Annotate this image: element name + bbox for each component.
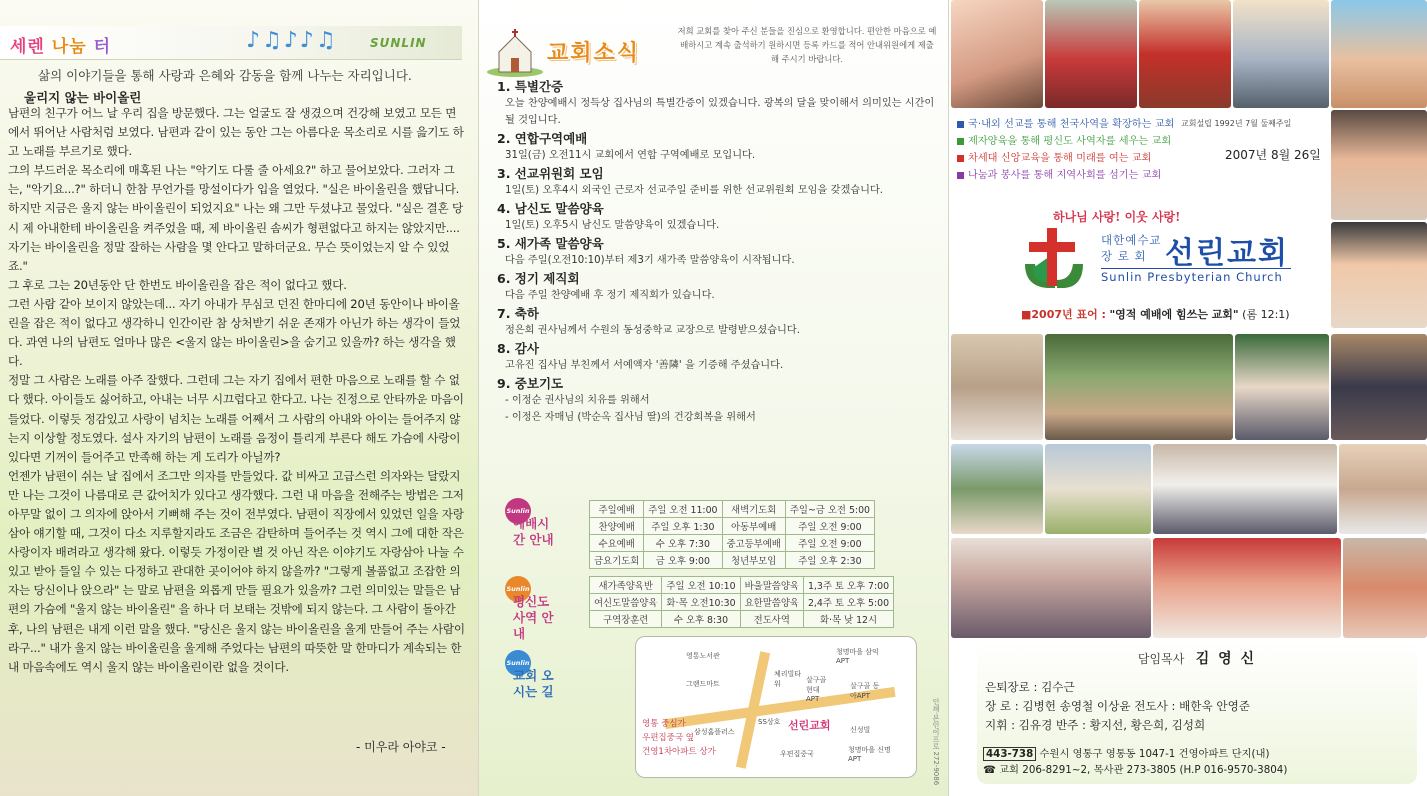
table-cell: 주일 오전 11:00 [644, 501, 722, 518]
worship-badge [505, 498, 557, 584]
essay-paragraph: 그 후로 그는 20년동안 단 한번도 바이올린을 잡은 적이 없다고 했다. [8, 277, 347, 292]
news-heading: 7. 축하 [497, 306, 539, 321]
table-cell: 전도사역 [740, 611, 803, 628]
title-part-1: 세렌 [10, 37, 45, 57]
address-text: 수원시 영통구 영통동 1047-1 건영아파트 단지(내) [1039, 748, 1270, 760]
table-cell: 1,3주 토 오후 7:00 [803, 577, 893, 594]
list-item [497, 340, 937, 374]
photo [1331, 222, 1427, 328]
training-table [589, 576, 894, 628]
sunlin-badge-icon: Sunlin [505, 498, 531, 524]
church-building-icon [485, 28, 545, 78]
map-label: 살구골 현대APT [806, 676, 827, 703]
list-item [957, 133, 1174, 150]
news-heading: 9. 중보기도 [497, 376, 564, 391]
photo [951, 0, 1043, 108]
photo [1233, 0, 1329, 108]
purpose-text: 나눔과 봉사를 통해 지역사회를 섬기는 교회 [968, 170, 1162, 181]
table-cell: 화·목 낮 12시 [803, 611, 893, 628]
photo [1331, 110, 1427, 220]
essay-heading: 울리지 않는 바이올린 [24, 90, 142, 105]
essay-intro: 삶의 이야기들을 통해 사랑과 은혜와 감동을 함께 나누는 자리입니다. [38, 68, 412, 83]
news-list [497, 78, 937, 427]
motto-reference: (롬 12:1) [1242, 308, 1290, 321]
table-row [590, 518, 875, 535]
table-cell: 구역장훈련 [590, 611, 662, 628]
essay-signature: - 미우라 아야코 - [356, 740, 446, 754]
sunlin-badge-icon: Sunlin [505, 576, 531, 602]
table-cell: 주일 오전 9:00 [785, 518, 874, 535]
table-cell: 요한말씀양육 [740, 594, 803, 611]
photo [1045, 0, 1137, 108]
map-label: 우편집중국 [780, 750, 814, 758]
list-item [497, 200, 937, 234]
list-item [497, 235, 937, 269]
staff-line: 은퇴장로 : 김수근 [985, 680, 1075, 694]
photo [1139, 0, 1231, 108]
news-body: 다음 주일 찬양예배 후 정기 제직회가 있습니다. [505, 290, 715, 301]
table-cell: 아동부예배 [722, 518, 785, 535]
map-label: 그랜드마트 [686, 680, 720, 688]
bulletin-date: 2007년 8월 26일 [1225, 148, 1321, 162]
worship-schedule-table [589, 500, 875, 569]
table-row [590, 594, 894, 611]
bullet-square-icon [957, 121, 964, 128]
photo [1153, 444, 1337, 534]
directions-label: 교회 오시는 길 [513, 668, 554, 699]
map-label: 청명마을 삼익APT [836, 648, 879, 665]
essay-paragraph: 그의 부드러운 목소리에 매혹된 나는 "악기도 다룰 줄 아세요?" 하고 물어보았다. 그러자 그는, "악기요...?" 하더니 한참 무언가를 망설이다가 입을 열었다. "실은 바이올린을 했답니다. 하지만 지금은 울지 않는 바이올린이 되었지요" 나는 왜 그만 두셨냐고 물었다. "실은 결혼 당시 제 아내한테 바이올린을 켜주었을 때, 제 바이올린 솜씨가 형편없다고 하지는 않았지만.... 자기는 바이올린을 정말 잘하는 사람을 몇 안다고 말하더군요. 무슨 뜻이었는지 알 수 있었죠." [8, 163, 464, 273]
directions-badge [505, 650, 557, 736]
motto-year: ■2007년 표어 : [1021, 308, 1106, 321]
essay-banner [0, 26, 462, 60]
map-church-label: 선린교회 [788, 719, 831, 732]
church-address [983, 746, 1287, 778]
list-item [957, 150, 1174, 167]
senior-pastor [977, 648, 1417, 668]
map-label: 영통노서관 [686, 652, 720, 660]
church-purposes [957, 116, 1174, 184]
table-cell: 주일~금 오전 5:00 [785, 501, 874, 518]
staff-line: 장 로 : 김병헌 송영철 이상윤 전도사 : 배한욱 안영준 [985, 699, 1250, 713]
news-heading: 8. 감사 [497, 341, 539, 356]
bullet-square-icon [957, 138, 964, 145]
photo [1153, 538, 1341, 638]
music-notes-icon: ♪♫♪♪♫ [246, 28, 338, 53]
news-body: 고유진 집사님 부친께서 서예액자 '善隣' 을 기증해 주셨습니다. [505, 360, 784, 371]
list-item [497, 375, 937, 426]
list-item [497, 165, 937, 199]
welcome-message: 저희 교회를 찾아 주신 분들을 진심으로 환영합니다. 편안한 마음으로 예배하시고 계속 출석하기 원하시면 등록 카드를 적어 안내위원에게 제출해 주시기 바랍니다. [677, 26, 937, 64]
training-label: 평신도 사역 안내 [513, 594, 554, 641]
table-cell: 주일 오후 2:30 [785, 552, 874, 569]
table-cell: 여신도말씀양육 [590, 594, 662, 611]
map-label: SS상호 [758, 718, 781, 726]
column-essay [0, 0, 478, 796]
brand-label: SUNLIN [370, 36, 427, 50]
essay-paragraph: 정말 그 사람은 노래를 아주 잘했다. 그런데 그는 자기 집에서 편한 마음으로 노래를 할 수 없다 했다. 아이들도 싫어하고, 아내는 너무 시끄럽다고 한다고. 나는 진정으로 안타까운 마음이 들었다. 이렇듯 정감있고 사랑이 넘치는 노래를 어째서 그 사람의 아내와 아이는 들어주지 않는지 이상할 정도였다. 설사 자기의 남편이 노래를 음정이 틀리게 부른다 해도 가슴에 사랑이 있다면 기꺼이 들어주고 만족해 하는 게 도리가 아닐까? [8, 373, 464, 464]
printer-note: 인쇄·본인이프로 272-9086 [932, 698, 940, 786]
table-cell: 청년부모임 [722, 552, 785, 569]
denomination-line: 장 로 회 [1101, 249, 1147, 263]
column-church-info [948, 0, 1427, 796]
photo [1045, 444, 1151, 534]
title-part-3: 터 [93, 37, 111, 57]
photo [1331, 0, 1427, 108]
table-cell: 화·목 오전10:30 [662, 594, 740, 611]
photo [1045, 334, 1233, 440]
motto-text: "영적 예배에 힘쓰는 교회" [1109, 308, 1239, 321]
news-heading: 6. 정기 제직회 [497, 271, 580, 286]
news-section-title: 교회소식 [547, 40, 641, 66]
news-body: 31일(금) 오전11시 교회에서 연합 구역예배로 모입니다. [505, 150, 756, 161]
title-part-2: 나눔 [51, 37, 87, 57]
sunlin-badge-icon: Sunlin [505, 650, 531, 676]
founded-date: 교회설립 1992년 7월 둘째주일 [1181, 119, 1292, 128]
essay-paragraph: 언젠가 남편이 쉬는 날 집에서 조그만 의자를 만들었다. 값 비싸고 고급스런 의자와는 달랐지만 나는 그것이 나름대로 큰 값어치가 있다고 생각했다. 그런 내 마음을 전해주는 방법은 그저 아무말 없이 그 의자에 앉아서 기뻐해 주는 것이 전부였다. 남편이 직장에서 있었던 일을 자랑삼아 얘기할 때, 그것이 다소 지루할지라도 조금은 감탄하며 들어주는 것 역시 그에 대한 작은 사랑이자 배려라고 생각해 왔다. 이렇듯 가정이란 별 것 아닌 작은 이야기도 자랑삼아 나눌 수 있고 받아 들일 수 있는 다정하고 관대한 곳이어야 하지 않을까? "그렇게 볼품없고 조잡한 의자는 당신이나 앉으라" 는 말로 남편을 외롭게 만들 필요가 있을까? 그런 의미있는 말들은 남편의 가슴에 "울지 않는 바이올린" 을 하나 더 보태는 것밖에 되지 않는다. 그 사람이 돌아간 후, 나의 남편은 내게 이런 말을 했다. "당신은 울지 않는 바이올린을 울게 만들어 주는 사람이라구..." 내가 울지 않는 바이올린을 울게해 주었다는 남편의 따뜻한 말 한마디가 계속되는 한 내 마음속에도 역시 울지 않는 바이올린이란 없을 것이다. [8, 468, 465, 674]
church-slogan: 하나님 사랑! 이웃 사랑! [1053, 210, 1181, 224]
photo [1331, 334, 1427, 440]
denomination [1101, 232, 1162, 264]
table-cell: 주일 오전 9:00 [785, 535, 874, 552]
table-cell: 주일 오전 10:10 [662, 577, 740, 594]
table-cell: 중고등부예배 [722, 535, 785, 552]
bullet-square-icon [957, 172, 964, 179]
map-label: 체리빌타워 [774, 670, 802, 688]
church-name-english: Sunlin Presbyterian Church [1101, 268, 1291, 284]
directions-map [635, 636, 917, 778]
column-news [478, 0, 948, 796]
photo [1235, 334, 1329, 440]
essay-paragraph: 남편의 친구가 어느 날 우리 집을 방문했다. 그는 얼굴도 잘 생겼으며 건강해 보였고 모든 면에서 뛰어난 사람처럼 보였다. 남편과 같이 있는 동안 그는 아름다운 목소리로 시를 읊기도 하고 노래를 부르기로 했다. [8, 106, 464, 159]
table-cell: 주일예배 [590, 501, 644, 518]
table-row [590, 577, 894, 594]
essay-paragraph: 그런 사람 같아 보이지 않았는데... 자기 아내가 무심코 던진 한마디에 20년 동안이나 바이올린을 잡은 적이 없다고 생각하니 인간이란 참 상처받기 쉬운 존재가 아닌가 하는 생각이 들었다. 과연 나의 남편도 얼마나 많은 <울지 않는 바이올린>을 숨기고 있을까? 하는 생각을 했다. [8, 296, 461, 369]
photo [1339, 444, 1427, 534]
table-row [590, 552, 875, 569]
table-cell: 새가족양육반 [590, 577, 662, 594]
purpose-text: 제자양육을 통해 평신도 사역자를 세우는 교회 [968, 136, 1172, 147]
photo [951, 334, 1043, 440]
photo [951, 538, 1151, 638]
news-body: - 이정순 권사님의 치유를 위해서 - 이정은 자매님 (박순옥 집사님 딸)의 건강회복을 위해서 [505, 395, 756, 423]
news-heading: 5. 새가족 말씀양육 [497, 236, 604, 251]
map-label: 신성빌 [850, 726, 871, 734]
table-row [590, 535, 875, 552]
table-cell: 수 오후 8:30 [662, 611, 740, 628]
map-note: 우편집중국 옆 [642, 733, 694, 743]
essay-section-title [10, 32, 111, 57]
table-row [590, 611, 894, 628]
purpose-text: 국·내외 선교를 통해 천국사역을 확장하는 교회 [968, 119, 1175, 130]
map-notes [642, 717, 716, 759]
zip-code: 443-738 [983, 747, 1036, 761]
news-body: 다음 주일(오전10:10)부터 제3기 새가족 말씀양육이 시작됩니다. [505, 255, 795, 266]
worship-label: 예배시간 안내 [513, 516, 554, 547]
essay-body [8, 104, 466, 677]
phone-numbers: ☎ 교회 206-8291~2, 목사관 273-3805 (H.P 016-9570-3804) [983, 764, 1288, 776]
list-item [957, 167, 1174, 184]
table-cell: 수요예배 [590, 535, 644, 552]
map-label: 살구골 동아APT [850, 682, 880, 700]
list-item [497, 130, 937, 164]
pastor-label: 담임목사 [1137, 652, 1185, 666]
map-label: 삼성홈플러스 [694, 728, 735, 736]
list-item [497, 270, 937, 304]
news-heading: 1. 특별간증 [497, 79, 564, 94]
photo [1343, 538, 1427, 638]
table-cell: 새벽기도회 [722, 501, 785, 518]
news-body: 1일(토) 오후5시 남신도 말씀양육이 있겠습니다. [505, 220, 720, 231]
table-cell: 금요기도회 [590, 552, 644, 569]
news-heading: 2. 연합구역예배 [497, 131, 588, 146]
map-note: 건영1차아파트 상가 [642, 747, 716, 757]
news-body: 1일(토) 오후4시 외국인 근로자 선교주일 준비를 위한 선교위원회 모임을 갖겠습니다. [505, 185, 884, 196]
year-motto [1021, 306, 1290, 322]
table-row [590, 501, 875, 518]
list-item [957, 116, 1174, 133]
bullet-square-icon [957, 155, 964, 162]
church-name: 선린교회 [1165, 236, 1289, 271]
staff-list [985, 678, 1250, 735]
list-item [497, 305, 937, 339]
list-item [497, 78, 937, 129]
denomination-line: 대한예수교 [1101, 233, 1162, 247]
purpose-text: 차세대 신앙교육을 통해 미래를 여는 교회 [968, 153, 1152, 164]
table-cell: 2,4주 토 오후 5:00 [803, 594, 893, 611]
pastor-info-box [977, 640, 1417, 784]
table-cell: 수 오후 7:30 [644, 535, 722, 552]
news-body: 오늘 찬양예배시 정득상 집사님의 특별간증이 있겠습니다. 광복의 달을 맞이해서 의미있는 시간이 될 것입니다. [505, 98, 935, 126]
news-heading: 3. 선교위원회 모임 [497, 166, 604, 181]
church-cross-logo-icon [1015, 224, 1091, 294]
table-cell: 바울말씀양육 [740, 577, 803, 594]
map-label: 청명마을 신명APT [848, 746, 891, 763]
church-logo [1015, 224, 1295, 294]
table-cell: 주일 오후 1:30 [644, 518, 722, 535]
news-body: 정은희 권사님께서 수원의 동성중학교 교장으로 발령받으셨습니다. [505, 325, 800, 336]
pastor-name: 김 영 신 [1195, 651, 1257, 667]
news-heading: 4. 남신도 말씀양육 [497, 201, 604, 216]
photo [951, 444, 1043, 534]
table-cell: 찬양예배 [590, 518, 644, 535]
table-cell: 금 오후 9:00 [644, 552, 722, 569]
staff-line: 지휘 : 김유경 반주 : 황지선, 황은희, 김성희 [985, 718, 1206, 732]
map-note: 영통 중심가 [642, 719, 686, 729]
